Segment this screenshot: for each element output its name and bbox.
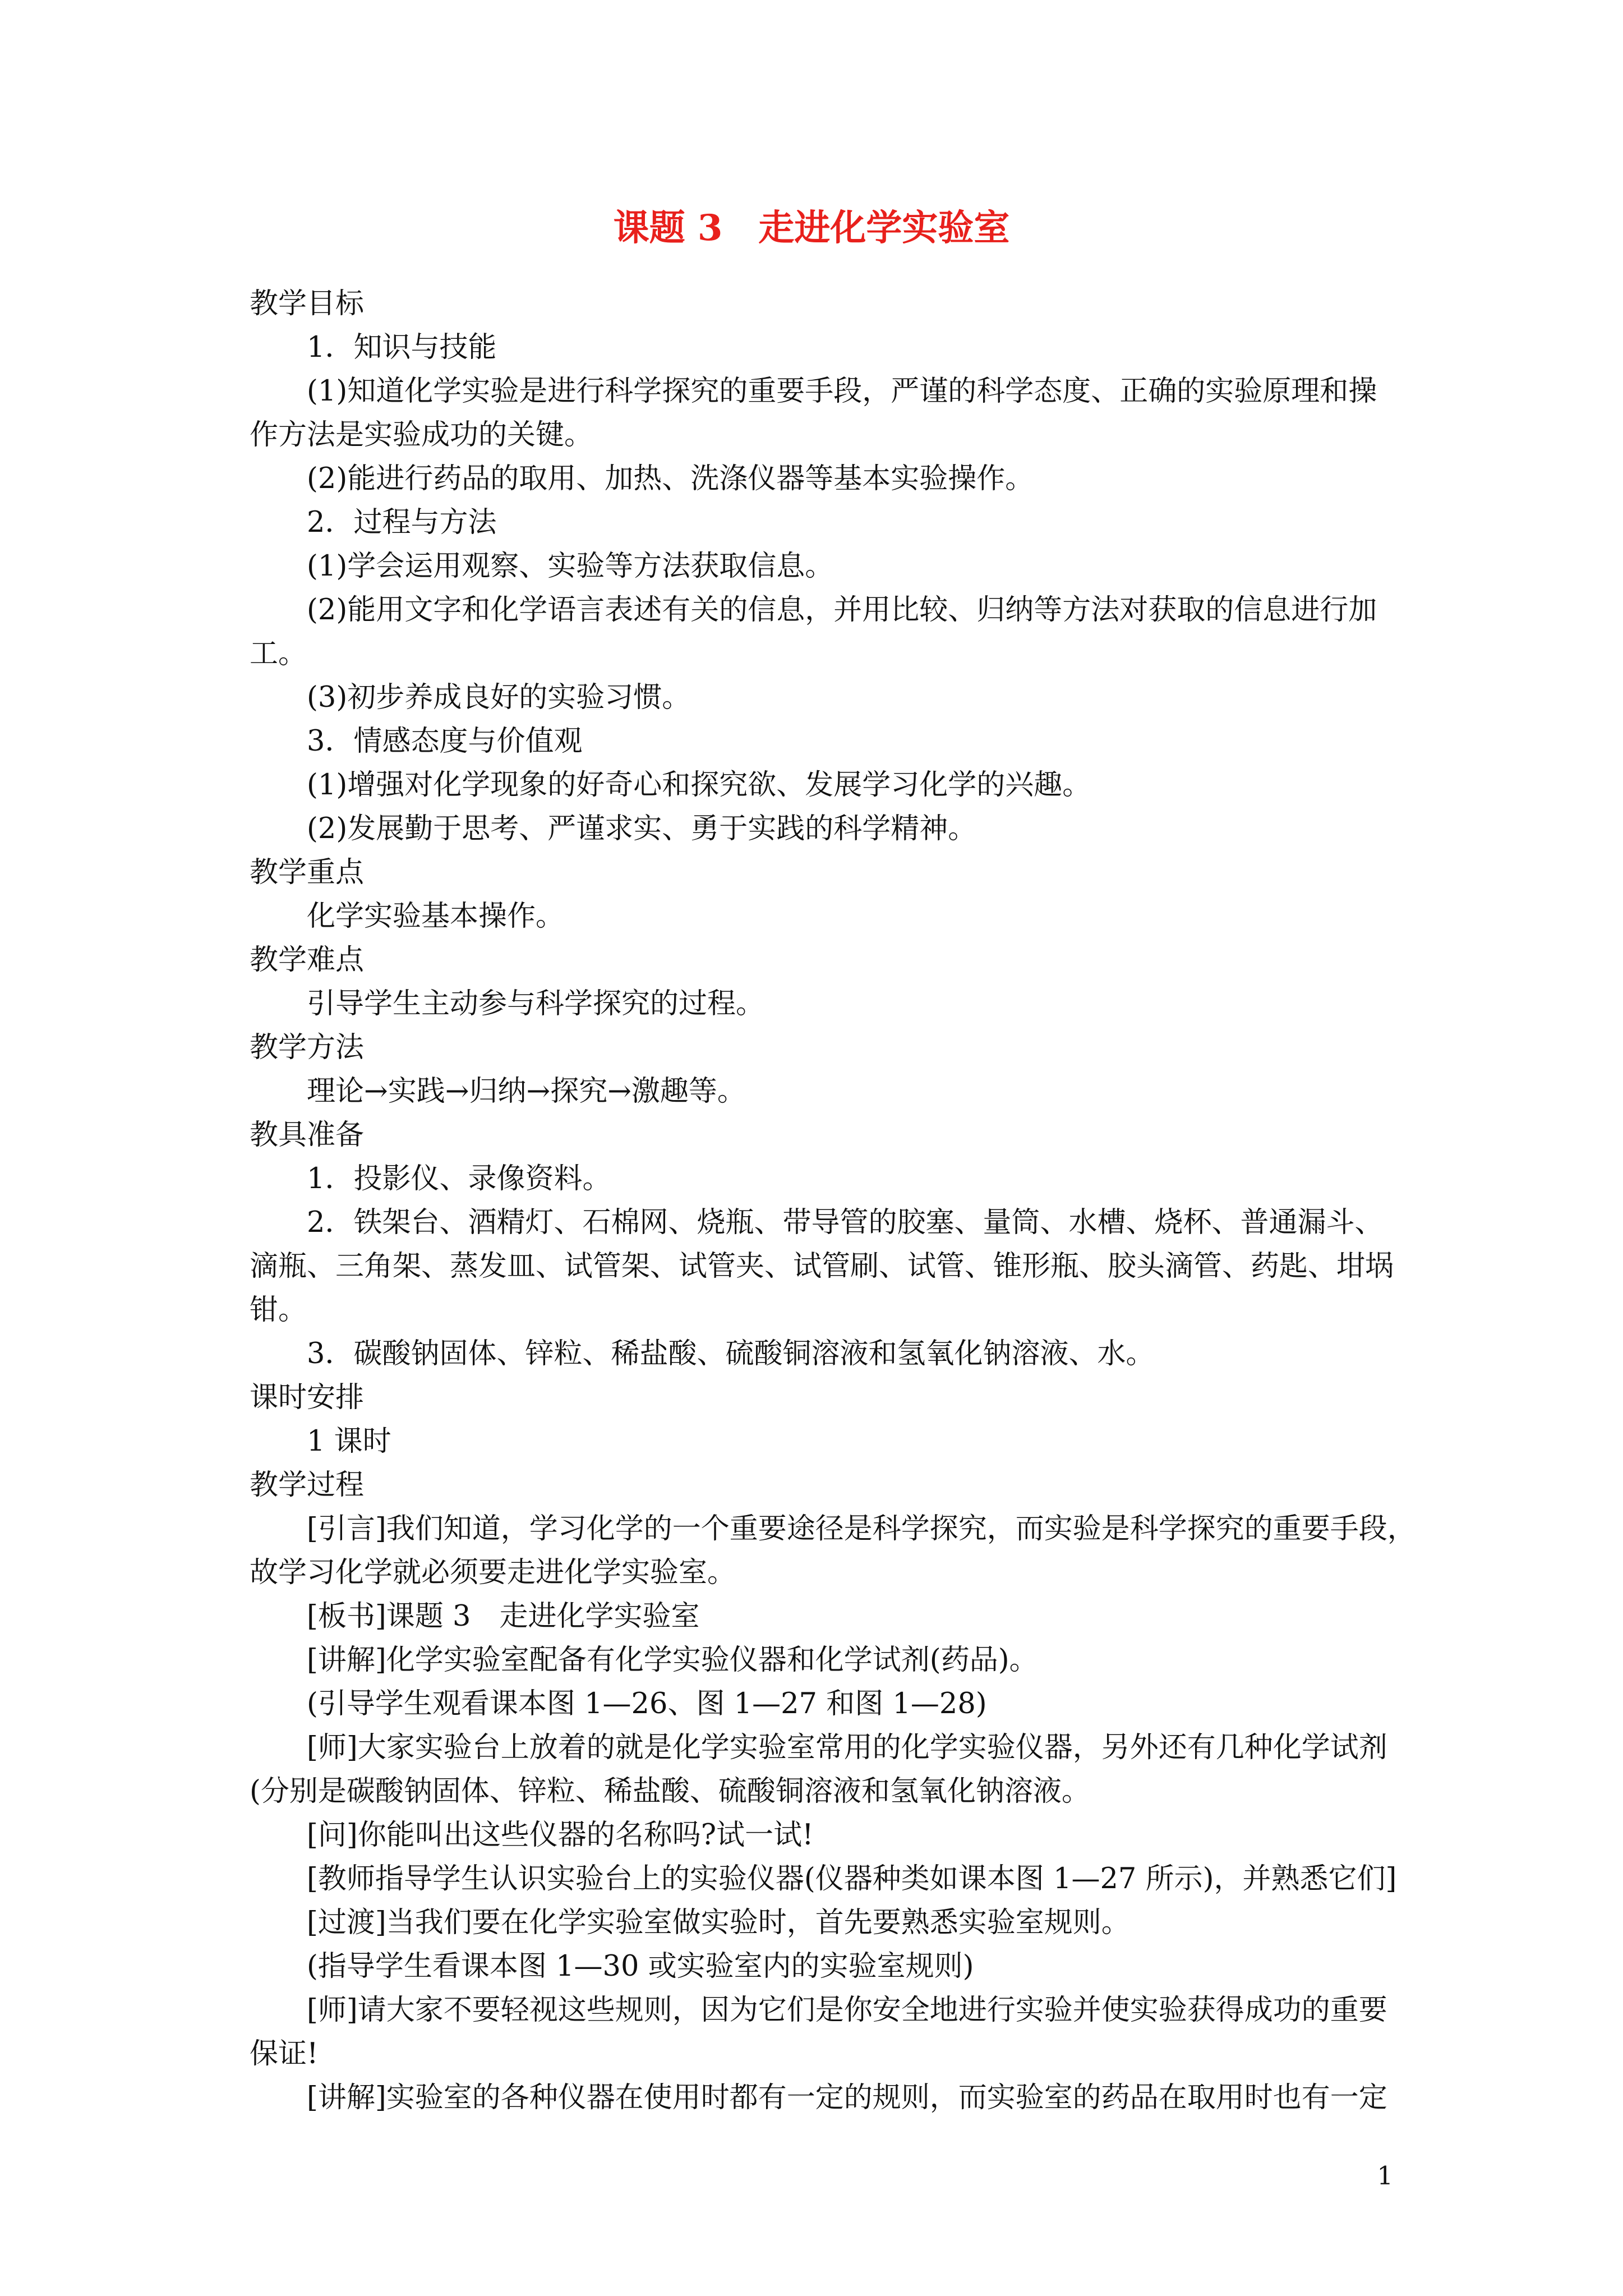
paragraph-line: [问]你能叫出这些仪器的名称吗?试一试!: [307, 1819, 814, 1852]
paragraph-line: (1)学会运用观察、实验等方法获取信息。: [307, 550, 834, 583]
paragraph-line: [过渡]当我们要在化学实验室做实验时，首先要熟悉实验室规则。: [307, 1906, 1130, 1939]
paragraph-line: 2．铁架台、酒精灯、石棉网、烧瓶、带导管的胶塞、量筒、水槽、烧杯、普通漏斗、: [307, 1206, 1384, 1239]
paragraph-line: 滴瓶、三角架、蒸发皿、试管架、试管夹、试管刷、试管、锥形瓶、胶头滴管、药匙、坩埚: [250, 1250, 1394, 1283]
section-heading: 课时安排: [250, 1381, 365, 1414]
paragraph-line: (2)发展勤于思考、严谨求实、勇于实践的科学精神。: [307, 812, 977, 845]
section-heading: 教学方法: [250, 1031, 365, 1064]
page-number: 1: [1377, 2161, 1393, 2191]
paragraph-line: [讲解]实验室的各种仪器在使用时都有一定的规则，而实验室的药品在取用时也有一定: [307, 2081, 1387, 2114]
paragraph-line: 引导学生主动参与科学探究的过程。: [307, 987, 765, 1020]
section-heading: 教具准备: [250, 1119, 365, 1152]
paragraph-line: 理论→实践→归纳→探究→激趣等。: [307, 1075, 746, 1108]
sub-heading: 3．情感态度与价值观: [307, 725, 583, 758]
paragraph-line: 作方法是实验成功的关键。: [250, 418, 593, 452]
paragraph-line: (3)初步养成良好的实验习惯。: [307, 681, 691, 714]
paragraph-line: 钳。: [250, 1294, 307, 1327]
paragraph-line: [引言]我们知道，学习化学的一个重要途径是科学探究，而实验是科学探究的重要手段，: [307, 1512, 1416, 1545]
paragraph-line: 工。: [250, 637, 307, 670]
sub-heading: 1．知识与技能: [307, 331, 497, 364]
paragraph-line: (指导学生看课本图 1—30 或实验室内的实验室规则): [307, 1950, 974, 1983]
section-heading: 教学重点: [250, 856, 365, 889]
paragraph-line: [教师指导学生认识实验台上的实验仪器(仪器种类如课本图 1—27 所示)，并熟悉它们]: [307, 1862, 1397, 1895]
page-title: 课题 3 走进化学实验室: [613, 207, 1010, 249]
paragraph-line: 保证!: [250, 2037, 319, 2070]
section-heading: 教学过程: [250, 1469, 365, 1502]
paragraph-line: [师]大家实验台上放着的就是化学实验室常用的化学实验仪器，另外还有几种化学试剂: [307, 1731, 1387, 1764]
paragraph-line: (2)能用文字和化学语言表述有关的信息，并用比较、归纳等方法对获取的信息进行加: [307, 593, 1377, 627]
paragraph-line: 化学实验基本操作。: [307, 900, 565, 933]
paragraph-line: 1．投影仪、录像资料。: [307, 1162, 611, 1195]
paragraph-line: [师]请大家不要轻视这些规则，因为它们是你安全地进行实验并使实验获得成功的重要: [307, 1994, 1387, 2027]
paragraph-line: [板书]课题 3 走进化学实验室: [307, 1600, 700, 1633]
section-heading: 教学目标: [250, 287, 365, 320]
paragraph-line: (分别是碳酸钠固体、锌粒、稀盐酸、硫酸铜溶液和氢氧化钠溶液。: [250, 1775, 1090, 1808]
document-body: [250, 282, 1416, 2120]
paragraph-line: (引导学生观看课本图 1—26、图 1—27 和图 1—28): [307, 1687, 987, 1720]
paragraph-line: 故学习化学就必须要走进化学实验室。: [250, 1556, 736, 1589]
paragraph-line: (2)能进行药品的取用、加热、洗涤仪器等基本实验操作。: [307, 462, 1034, 495]
paragraph-line: (1)知道化学实验是进行科学探究的重要手段，严谨的科学态度、正确的实验原理和操: [307, 375, 1377, 408]
paragraph-line: 1 课时: [307, 1425, 391, 1458]
paragraph-line: 3．碳酸钠固体、锌粒、稀盐酸、硫酸铜溶液和氢氧化钠溶液、水。: [307, 1337, 1155, 1370]
paragraph-line: [讲解]化学实验室配备有化学实验仪器和化学试剂(药品)。: [307, 1644, 1038, 1677]
section-heading: 教学难点: [250, 944, 365, 977]
sub-heading: 2．过程与方法: [307, 506, 497, 539]
paragraph-line: (1)增强对化学现象的好奇心和探究欲、发展学习化学的兴趣。: [307, 769, 1091, 802]
